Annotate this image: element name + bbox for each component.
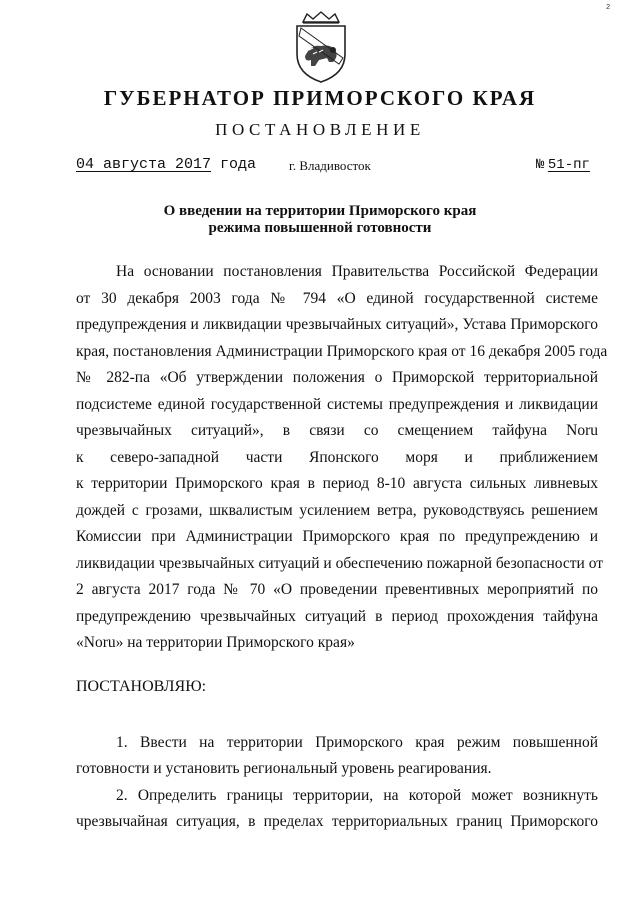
preamble-line: дождей с грозами, шквалистым усилением ветра, руководствуясь решением xyxy=(76,502,598,519)
heading-line: О введении на территории Приморского края xyxy=(163,203,477,219)
number-value: 51-пг xyxy=(547,157,590,173)
page-marker: 2 xyxy=(606,4,611,12)
preamble-line: края, постановления Администрации Приморского края от 16 декабря 2005 года xyxy=(76,343,608,360)
date-value: 04 августа 2017 xyxy=(76,156,212,173)
item-line: 2. Определить границы территории, на которой может возникнуть xyxy=(116,787,598,804)
document-date xyxy=(76,156,256,173)
item-line: готовности и установить региональный уровень реагирования. xyxy=(76,760,492,777)
item-line: чрезвычайная ситуация, в пределах территориальных границ Приморского xyxy=(76,813,598,830)
decree-word: ПОСТАНОВЛЯЮ: xyxy=(76,678,207,695)
date-suffix: года xyxy=(220,156,257,173)
preamble-line: предупреждению чрезвычайных ситуаций в период прохождения тайфуна xyxy=(76,608,598,625)
preamble-line: предупреждения и ликвидации чрезвычайных ситуаций», Устава Приморского xyxy=(76,316,598,333)
preamble-line: На основании постановления Правительства Российской Федерации xyxy=(116,263,598,280)
document-type: ПОСТАНОВЛЕНИЕ xyxy=(215,120,425,139)
heading-line: режима повышенной готовности xyxy=(208,220,432,236)
number-prefix: № xyxy=(536,157,545,173)
preamble-line: 2 августа 2017 года № 70 «О проведении превентивных мероприятий по xyxy=(76,581,598,598)
item-line: 1. Ввести на территории Приморского края режим повышенной xyxy=(116,734,598,751)
document-heading xyxy=(0,203,640,237)
preamble-line: от 30 декабря 2003 года № 794 «О единой государственной системе xyxy=(76,290,598,307)
preamble-line: № 282-па «Об утверждении положения о Приморской территориальной xyxy=(76,369,598,386)
preamble-line: Комиссии при Администрации Приморского края по предупреждению и xyxy=(76,528,598,545)
preamble-line: ликвидации чрезвычайных ситуаций и обеспечению пожарной безопасности от xyxy=(76,555,604,572)
preamble-line: к северо-западной части Японского моря и приближением xyxy=(76,449,598,466)
primorsky-krai-coat-of-arms-icon xyxy=(289,10,353,86)
preamble-line: подсистеме единой государственной системы предупреждения и ликвидации xyxy=(76,396,598,413)
preamble-line: чрезвычайных ситуаций», в связи со смещением тайфуна Noru xyxy=(76,422,598,439)
organization-title: ГУБЕРНАТОР ПРИМОРСКОГО КРАЯ xyxy=(103,86,537,110)
document-city: г. Владивосток xyxy=(289,158,371,173)
preamble-line: «Noru» на территории Приморского края» xyxy=(76,634,355,651)
preamble-line: к территории Приморского края в период 8-10 августа сильных ливневых xyxy=(76,475,598,492)
document-number xyxy=(536,157,590,173)
